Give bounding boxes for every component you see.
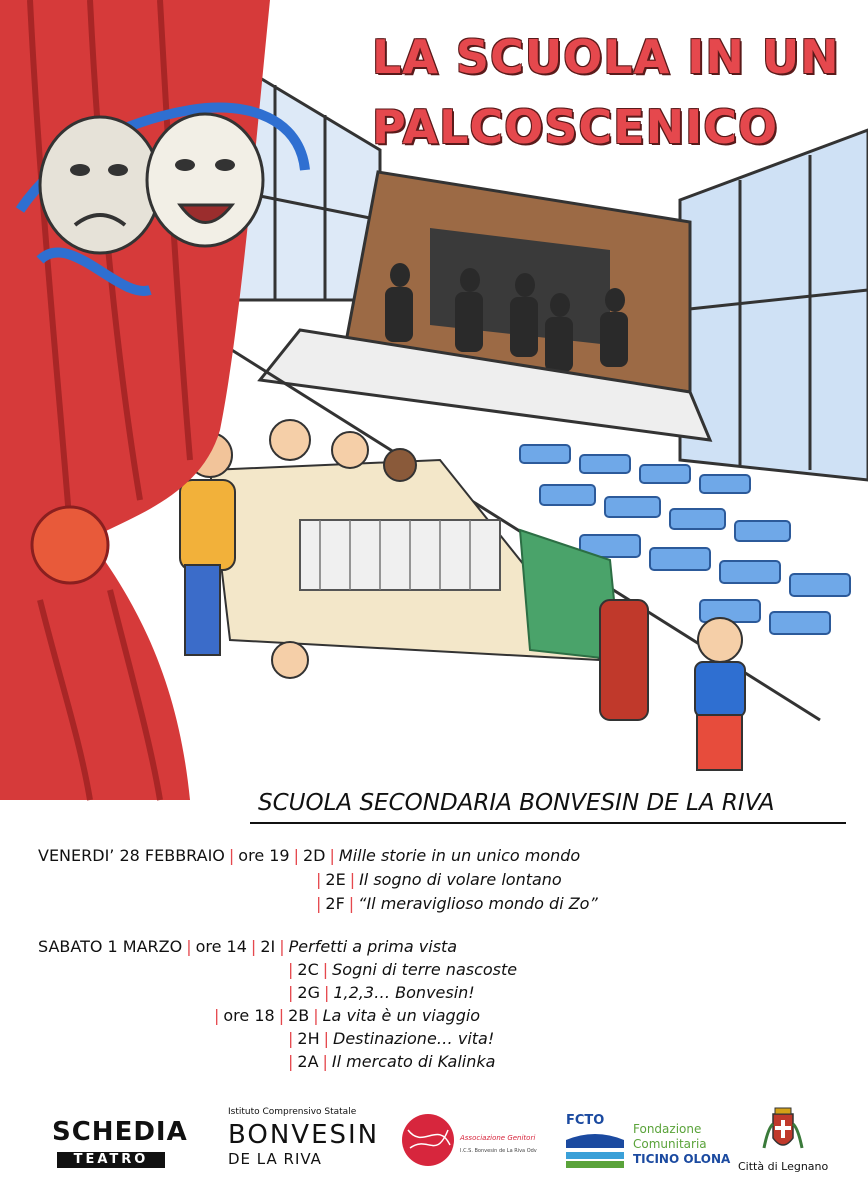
schedule-day: VENERDI’ 28 FEBBRAIO bbox=[38, 846, 225, 865]
genitori-logo-label: Associazione Genitori bbox=[460, 1134, 536, 1142]
schedule-day: SABATO 1 MARZO bbox=[38, 937, 183, 956]
ics-logo-sub: DE LA RIVA bbox=[228, 1150, 322, 1168]
performance-title: 1,2,3… Bonvesin! bbox=[333, 983, 475, 1002]
schedule-row: | 2C | Sogni di terre nascoste bbox=[288, 960, 518, 979]
fcto-logo-line-2: Comunitaria bbox=[633, 1137, 707, 1151]
performance-title: Sogni di terre nascoste bbox=[332, 960, 518, 979]
schedule-row: | ore 18 | 2B | La vita è un viaggio bbox=[214, 1006, 481, 1025]
performance-title: Il sogno di volare lontano bbox=[359, 870, 562, 889]
theatre-windows-right bbox=[680, 130, 868, 480]
schedule-class: 2D bbox=[303, 846, 326, 865]
schedule-class: 2F bbox=[325, 894, 345, 913]
schedule-row: VENERDI’ 28 FEBBRAIO | ore 19 | 2D | Mille storie in un unico mondo bbox=[38, 846, 581, 865]
performance-title: “Il meraviglioso mondo di Zo” bbox=[358, 894, 598, 913]
fcto-logo-mark bbox=[566, 1130, 624, 1170]
school-name-underline bbox=[250, 822, 846, 824]
school-name: SCUOLA SECONDARIA BONVESIN DE LA RIVA bbox=[258, 790, 775, 816]
performance-title: Mille storie in un unico mondo bbox=[338, 846, 581, 865]
schedule-class: 2B bbox=[288, 1006, 310, 1025]
schedule-row: | 2A | Il mercato di Kalinka bbox=[288, 1052, 496, 1071]
schedia-logo-subtitle: TEATRO bbox=[57, 1152, 165, 1168]
schedule-row: | 2H | Destinazione… vita! bbox=[288, 1029, 495, 1048]
schedule-time: ore 19 bbox=[238, 846, 290, 865]
performance-title: La vita è un viaggio bbox=[322, 1006, 481, 1025]
poster-title-line-2: PALCOSCENICO bbox=[372, 100, 779, 154]
legnano-crest-icon bbox=[760, 1108, 806, 1158]
schedule-class: 2C bbox=[297, 960, 319, 979]
poster-title-line-1: LA SCUOLA IN UN bbox=[372, 30, 840, 84]
fcto-logo-line-1: Fondazione bbox=[633, 1122, 702, 1136]
schedule-class: 2E bbox=[325, 870, 346, 889]
performance-title: Destinazione… vita! bbox=[333, 1029, 495, 1048]
schedule-class: 2I bbox=[260, 937, 276, 956]
performance-title: Perfetti a prima vista bbox=[288, 937, 458, 956]
schedia-logo-text: SCHEDIA bbox=[52, 1117, 188, 1147]
fcto-logo-abbr: FCTO bbox=[566, 1113, 605, 1128]
schedule-time: ore 14 bbox=[195, 937, 247, 956]
schedule-row: SABATO 1 MARZO | ore 14 | 2I | Perfetti a prima vista bbox=[38, 937, 458, 956]
schedule-class: 2G bbox=[297, 983, 320, 1002]
performance-title: Il mercato di Kalinka bbox=[331, 1052, 496, 1071]
fcto-logo-line-3: TICINO OLONA bbox=[633, 1152, 731, 1166]
schedule-class: 2A bbox=[297, 1052, 319, 1071]
ics-logo-caption: Istituto Comprensivo Statale bbox=[228, 1107, 357, 1117]
legnano-logo-label: Città di Legnano bbox=[738, 1160, 829, 1173]
ics-logo-name: BONVESIN bbox=[228, 1120, 380, 1150]
genitori-logo bbox=[398, 1110, 537, 1170]
schedule-class: 2H bbox=[297, 1029, 320, 1048]
genitori-logo-sub: I.C.S. Bonvesin de La Riva Odv bbox=[460, 1148, 537, 1154]
schedule-row: | 2F | “Il meraviglioso mondo di Zo” bbox=[316, 894, 598, 913]
curtain-tieback bbox=[32, 507, 108, 583]
schedule-time: ore 18 bbox=[223, 1006, 275, 1025]
schedule-row: | 2G | 1,2,3… Bonvesin! bbox=[288, 983, 475, 1002]
schedule-row: | 2E | Il sogno di volare lontano bbox=[316, 870, 562, 889]
